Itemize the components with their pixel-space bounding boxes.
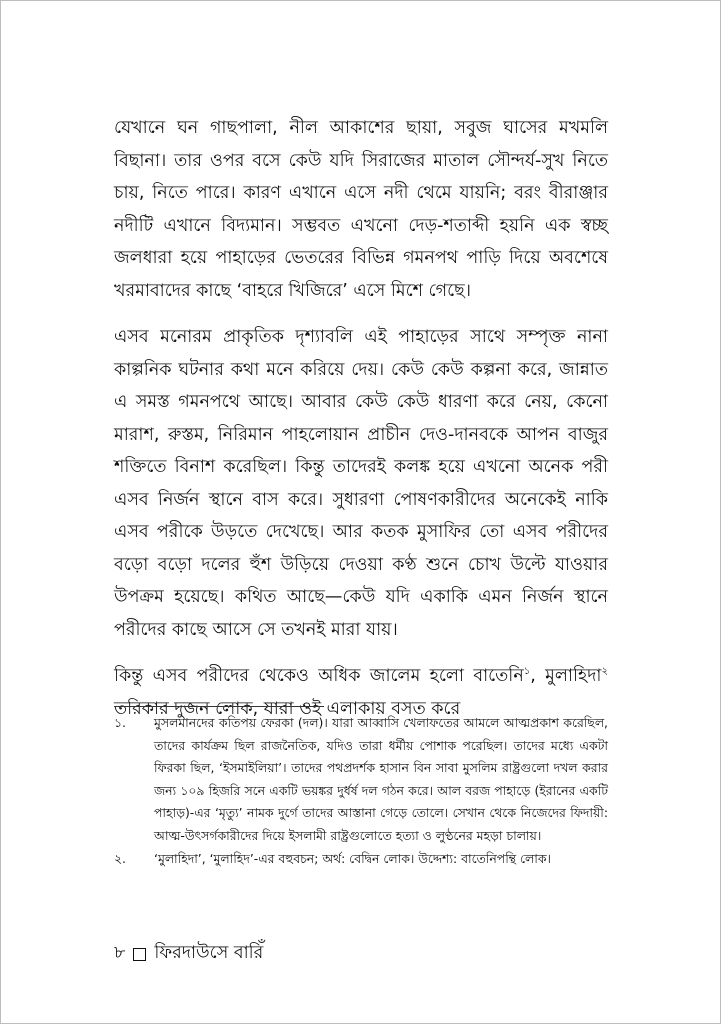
footnote-2	[114, 848, 608, 871]
footnote-ref-1: ১	[523, 666, 531, 678]
paragraph-3-text-a: কিন্তু এসব পরীদের থেকেও অধিক জালেম হলো বাতেনি	[114, 666, 524, 686]
main-text	[114, 112, 608, 725]
footnote-divider	[114, 706, 324, 707]
paragraph-3-text-c: তরিকার দুজন লোক, যারা ওই এলাকায় বসত করে	[114, 698, 461, 719]
page-number: ৮	[114, 943, 126, 963]
paragraph-2: এসব মনোরম প্রাকৃতিক দৃশ্যাবলি এই পাহাড়ের সাথে সম্পৃক্ত নানা কাল্পনিক ঘটনার কথা মনে করিয়ে দেয়। কেউ কেউ কল্পনা করে, জান্নাত এ সমস্ত গমনপথে আছে। আবার কেউ কেউ ধারণা করে নেয়, কেনো মারাশ, রুস্তম, নিরিমান পাহলোয়ান প্রাচীন দেও-দানবকে আপন বাজুর শক্তিতে বিনাশ করেছিল। কিন্তু তাদেরই কলঙ্ক হয়ে এখনো অনেক পরী এসব নির্জন স্থানে বাস করে। সুধারণা পোষণকারীদের অনেকেই নাকি এসব পরীকে উড়তে দেখেছে। আর কতক মুসাফির তো এসব পরীদের বড়ো বড়ো দলের হুঁশ উড়িয়ে দেওয়া কণ্ঠ শুনে চোখ উল্টে যাওয়ার উপক্রম হয়েছে। কথিত আছে—কেউ যদি একাকি এমন নির্জন স্থানে পরীদের কাছে আসে সে তখনই মারা যায়।	[114, 327, 608, 640]
footnote-text: ‘মুলাহিদা’, ‘মুলাহিদ’-এর বহুবচন; অর্থ: বেদ্বিন লোক। উদ্দেশ্য: বাতেনিপন্থি লোক।	[154, 850, 551, 866]
square-icon	[133, 948, 146, 961]
book-title: ফিরদাউসে বারিঁ	[154, 943, 264, 963]
footnote-ref-2: ২	[601, 666, 608, 678]
footnote-text: মুসলমানদের কতিপয় ফেরকা (দল)। যারা আব্বাসি খেলাফতের আমলে আত্মপ্রকাশ করেছিল, তাদের কার্যক্রম ছিল রাজনৈতিক, যদিও তারা ধর্মীয় পোশাক পরেছিল। তাদের মধ্যে একটা ফিরকা ছিল, ‘ইসমাইলিয়া’। তাদের পথপ্রদর্শক হাসান বিন সাবা মুসলিম রাষ্ট্রগুলো দখল করার জন্য ১০৯ হিজরি সনে একটি ভয়ঙ্কর দুর্ধর্ষ দল গঠন করে। আল বরজ পাহাড়ে (ইরানের একটি পাহাড়)-এর ‘মৃত্যু’ নামক দুর্গে তাদের আস্তানা গেড়ে তোলে। সেখান থেকে নিজেদের ফিদায়ী: আত্ম-উৎসর্গকারীদের দিয়ে ইসলামী রাষ্ট্রগুলোতে হত্যা ও লুণ্ঠনের মহড়া চালায়।	[154, 715, 608, 843]
footnote-1	[114, 712, 608, 848]
paragraph-3-text-b: , মুলাহিদা	[530, 666, 602, 686]
footnote-number: ১.	[114, 715, 126, 730]
footnote-number: ২.	[114, 850, 126, 866]
paragraph-1: যেখানে ঘন গাছপালা, নীল আকাশের ছায়া, সবুজ ঘাসের মখমলি বিছানা। তার ওপর বসে কেউ যদি সিরাজের মাতাল সৌন্দর্য-সুখ নিতে চায়, নিতে পারে। কারণ এখানে এসে নদী থেমে যায়নি; বরং বীরাঞ্জার নদীটি এখানে বিদ্যমান। সম্ভবত এখনো দেড়-শতাব্দী হয়নি এক স্বচ্ছ জলধারা হয়ে পাহাড়ের ভেতরের বিভিন্ন গমনপথ পাড়ি দিয়ে অবশেষে খরমাবাদের কাছে ‘বাহরে খিজিরে’ এসে মিশে গেছে।	[114, 118, 608, 301]
footnotes	[114, 712, 608, 870]
page-footer	[114, 940, 263, 969]
